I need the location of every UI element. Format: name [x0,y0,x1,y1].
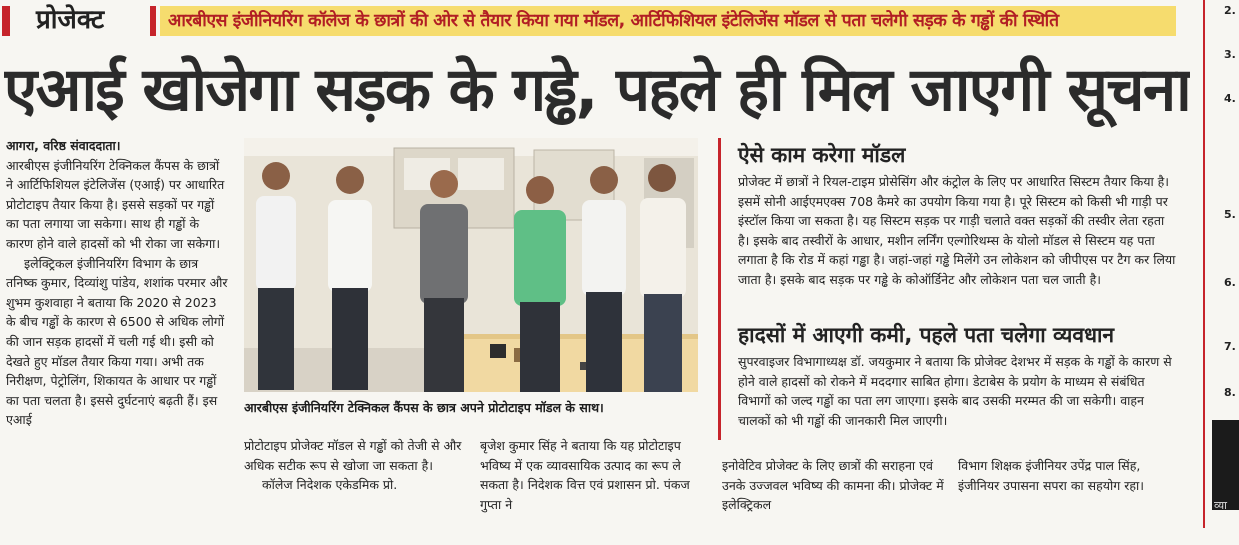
middle-column-2 [480,436,702,514]
bottom-column-2 [958,456,1180,495]
list-number: 7. [1224,340,1236,353]
list-number: 3. [1224,48,1236,61]
list-number: 4. [1224,92,1236,105]
tagline: आरबीएस इंजीनियरिंग कॉलेज के छात्रों की ओर से तैयार किया गया मॉडल, आर्टिफिशियल इंटेलिजेंस मॉडल से पता चलेगी सड़क के गड्ढों की स्थिति [168,11,1059,31]
article-paragraph: इलेक्ट्रिकल इंजीनियरिंग विभाग के छात्र तनिष्क कुमार, दिव्यांशु पांडेय, शशांक परमार और शुभम कुशवाहा ने बताया कि 2020 से 2023 के बीच गड्ढों के कारण से 6500 से अधिक लोगों की जान सड़क हादसों में चली गई थी। इसी को देखते हुए मॉडल तैयार किया गया। अभी तक निरीक्षण, पेट्रोलिंग, शिकायत के आधार पर गड्ढों का पता चलता है। इससे दुर्घटनाएं बढ़ती हैं। इस एआई [6,255,228,428]
article-paragraph: आरबीएस इंजीनियरिंग टेक्निकल कैंपस के छात्रों ने आर्टिफिशियल इंटेलिजेंस (एआई) पर आधारित प्रोटोटाइप तैयार किया है। इससे सड़कों पर गड्ढों का पता लगाया जा सकेगा। साथ ही गड्ढों के कारण होने वाले हादसों को भी रोका जा सकेगा। [6,157,225,251]
byline: आगरा, वरिष्ठ संवाददाता। [6,138,121,153]
section-marker [2,6,10,36]
article-paragraph: विभाग शिक्षक इंजीनियर उपेंद्र पाल सिंह, इंजीनियर उपासना सपरा का सहयोग रहा। [958,458,1144,493]
article-paragraph: कॉलेज निदेशक एकेडमिक प्रो. [262,477,398,493]
section-label: प्रोजेक्ट [36,5,105,35]
article-paragraph: प्रोजेक्ट में छात्रों ने रियल-टाइम प्रोसेसिंग और कंट्रोल के लिए पर आधारित सिस्टम तैयार किया है। इसमें सोनी आईएमएक्स 708 कैमरे का उपयोग किया गया है। पूरे सिस्टम को किसी भी गाड़ी पर इंस्टॉल किया जा सकता है। यह सिस्टम सड़क पर गाड़ी चलाते वक्त सड़कों की तस्वीर लेता रहता है। इसके बाद तस्वीरों के आधार, मशीन लर्निंग एल्गोरिथम्स के योलो मॉडल से सिस्टम यह पता लगाता है कि रोड में कहां गड्ढा है। जहां-जहां गड्ढे मिलेंगे उन लोकेशन को जीपीएस पर टैग कर लिया जाता है। इसके बाद सड़क पर गड्ढे के कोऑर्डिनेट और लोकेशन पता चल जाती है। [738,174,1176,287]
list-number: 2. [1224,4,1236,17]
subheading: ऐसे काम करेगा मॉडल [738,143,906,167]
news-photo [244,138,698,392]
bottom-column-1 [722,456,944,515]
photo-caption: आरबीएस इंजीनियरिंग टेक्निकल कैंपस के छात्र अपने प्रोटोटाइप मॉडल के साथ। [244,400,604,415]
article-paragraph: इनोवेटिव प्रोजेक्ट के लिए छात्रों की सराहना एवं उनके उज्जवल भविष्य की कामना की। प्रोजेक्ट में इलेक्ट्रिकल [722,458,944,513]
adjacent-dark-block [1212,420,1239,510]
article-paragraph: बृजेश कुमार सिंह ने बताया कि यह प्रोटोटाइप भविष्य में एक व्यावसायिक उत्पाद का रूप ले सकता है। निदेशक वित्त एवं प्रशासन प्रो. पंकज गुप्ता ने [480,438,690,512]
column-rule [718,138,721,440]
article-paragraph: सुपरवाइजर विभागाध्यक्ष डॉ. जयकुमार ने बताया कि प्रोजेक्ट देशभर में सड़क के गड्ढों के कारण से होने वाले हादसों को रोकने में मददगार साबित होगा। डेटाबेस के प्रयोग के माध्यम से संबंधित विभागों को जल्द गड्ढों का पता लग जाएगा। इसके बाद उसकी मरम्मत की जा सकेगी। वाहन चालकों को भी गड्ढों की जानकारी मिल जाएगी। [738,354,1172,428]
subheading: हादसों में आएगी कमी, पहले पता चलेगा व्यवधान [738,323,1115,347]
left-column [6,136,228,430]
margin-rule [1203,0,1205,528]
strap-divider [150,6,156,36]
article-paragraph: प्रोटोटाइप प्रोजेक्ट मॉडल से गड्ढों को तेजी से और अधिक सटीक रूप से खोजा जा सकता है। [244,438,462,473]
students-group-image [244,138,698,392]
list-number: 8. [1224,386,1236,399]
list-number: 6. [1224,276,1236,289]
adjacent-text: व्या [1214,499,1227,512]
list-number: 5. [1224,208,1236,221]
middle-column-1 [244,436,466,495]
headline: एआई खोजेगा सड़क के गड्ढे, पहले ही मिल जाएगी सूचना [4,55,1190,125]
